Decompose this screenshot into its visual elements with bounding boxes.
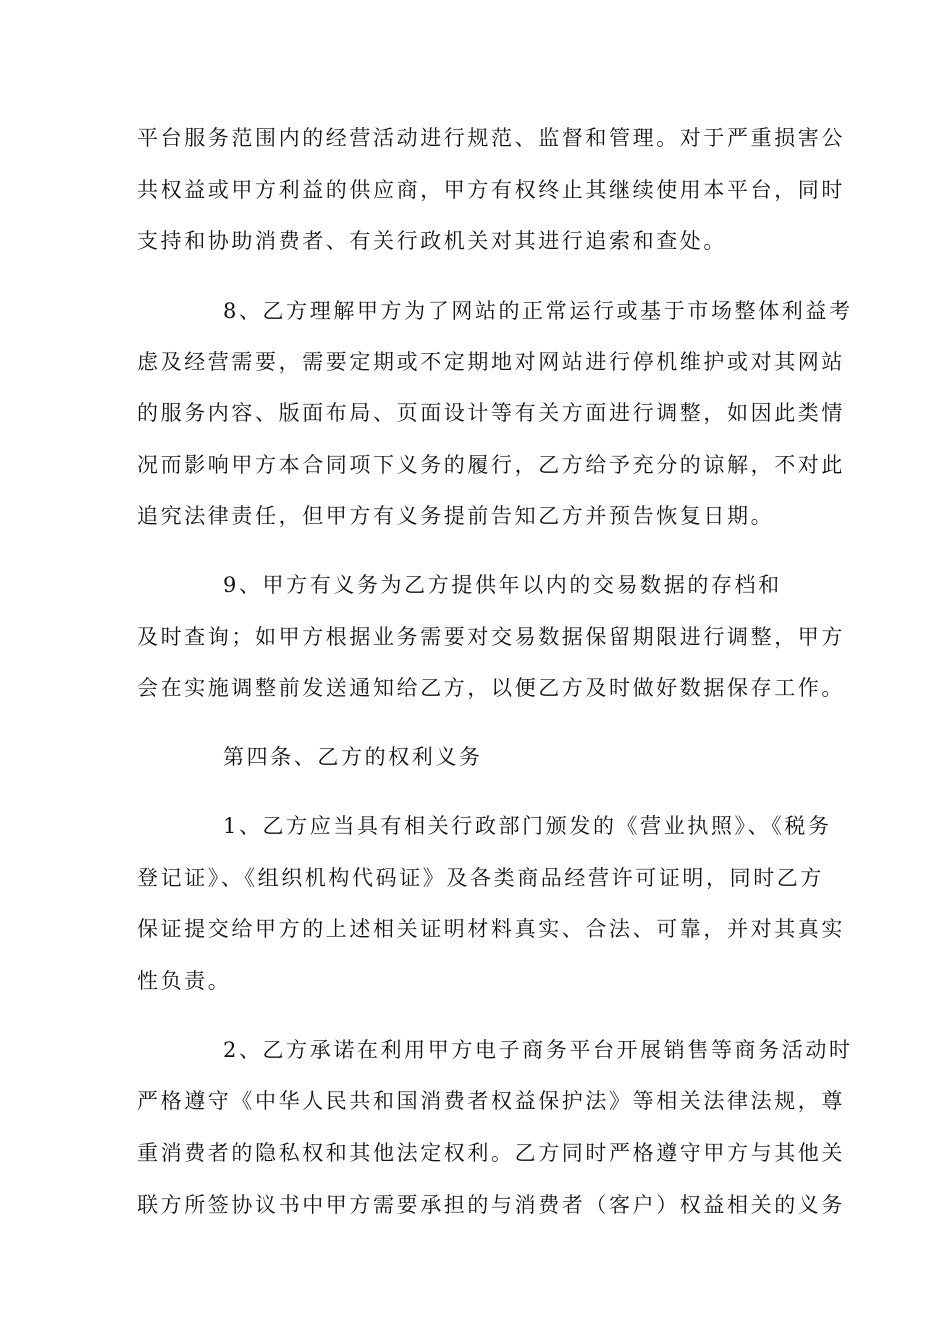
paragraph-5-line-3: 重消费者的隐私权和其他法定权利。乙方同时严格遵守甲方与其他关 [137,1141,845,1165]
paragraph-2-line-4: 况而影响甲方本合同项下义务的履行，乙方给予充分的谅解，不对此 [137,453,845,477]
paragraph-2-line-1: 8、乙方理解甲方为了网站的正常运行或基于市场整体利益考 [223,299,853,323]
paragraph-4-line-3: 保证提交给甲方的上述相关证明材料真实、合法、可靠，并对其真实 [137,917,845,941]
paragraph-2-line-3: 的服务内容、版面布局、页面设计等有关方面进行调整，如因此类情 [137,401,845,425]
paragraph-3-line-1: 9、甲方有义务为乙方提供年以内的交易数据的存档和 [223,573,782,597]
paragraph-1-line-2: 共权益或甲方利益的供应商，甲方有权终止其继续使用本平台，同时 [137,178,845,202]
paragraph-4-line-4: 性负责。 [137,969,232,993]
paragraph-2-line-2: 虑及经营需要，需要定期或不定期地对网站进行停机维护或对其网站 [137,350,845,374]
paragraph-3-line-3: 会在实施调整前发送通知给乙方，以便乙方及时做好数据保存工作。 [137,676,845,700]
paragraph-1-line-1: 平台服务范围内的经营活动进行规范、监督和管理。对于严重损害公 [137,126,845,150]
paragraph-2-line-5: 追究法律责任，但甲方有义务提前告知乙方并预告恢复日期。 [137,504,775,528]
paragraph-4-line-2: 登记证》、《组织机构代码证》及各类商品经营许可证明，同时乙方 [137,866,824,890]
paragraph-3-line-2: 及时查询；如甲方根据业务需要对交易数据保留期限进行调整，甲方 [137,625,845,649]
paragraph-4-line-1: 1、乙方应当具有相关行政部门颁发的《营业执照》、《税务 [223,814,832,838]
paragraph-5-line-1: 2、乙方承诺在利用甲方电子商务平台开展销售等商务活动时 [223,1038,853,1062]
paragraph-5-line-4: 联方所签协议书中甲方需要承担的与消费者（客户）权益相关的义务 [137,1193,845,1217]
section-heading: 第四条、乙方的权利义务 [223,745,483,769]
paragraph-5-line-2: 严格遵守《中华人民共和国消费者权益保护法》等相关法律法规，尊 [137,1089,845,1113]
paragraph-1-line-3: 支持和协助消费者、有关行政机关对其进行追索和查处。 [137,229,727,253]
